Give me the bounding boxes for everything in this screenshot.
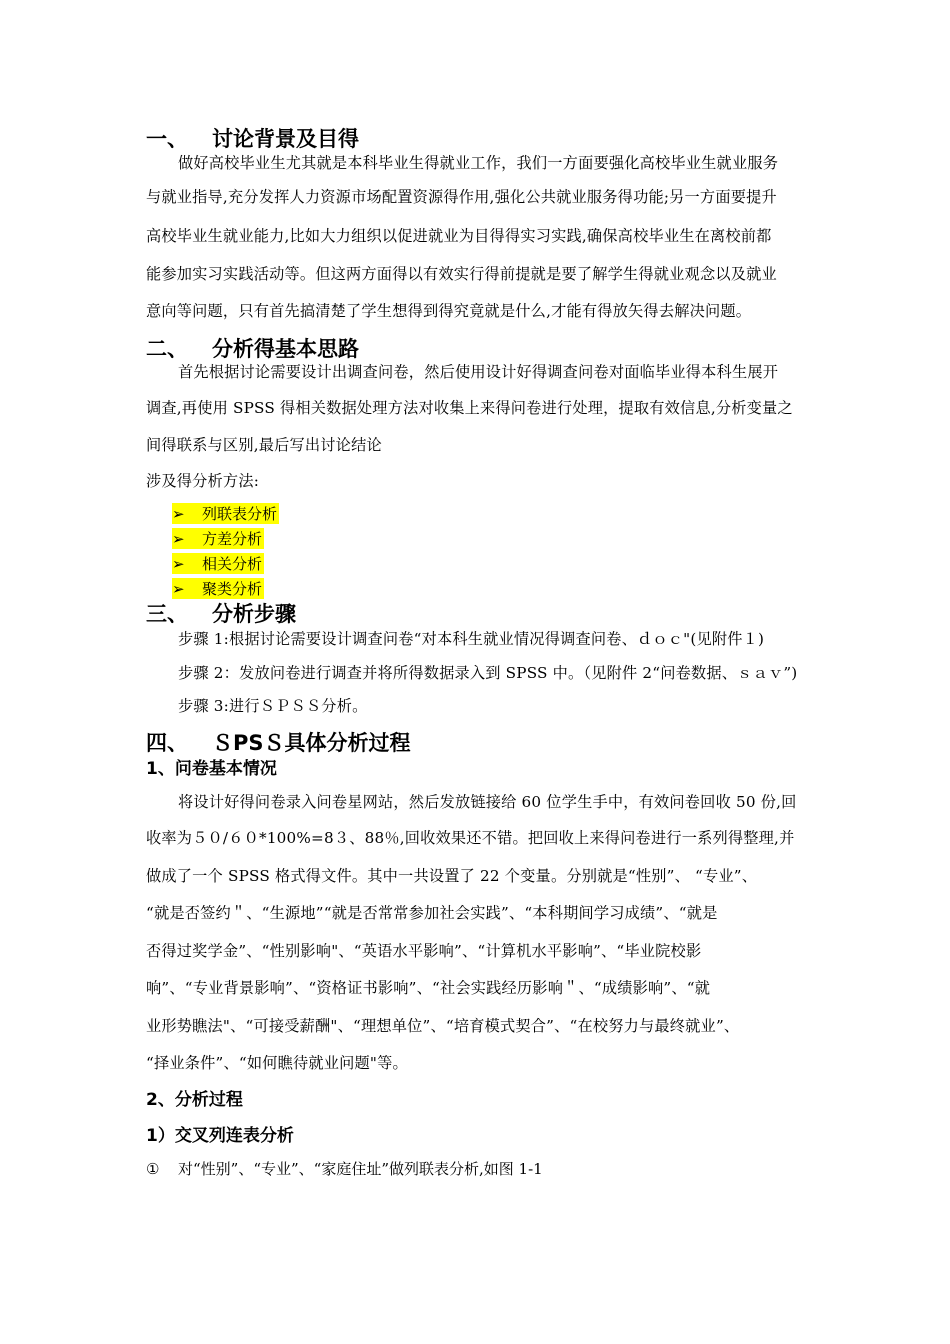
method-list-item: ➢ 相关分析 bbox=[172, 555, 263, 573]
paragraph-line: 将设计好得问卷录入问卷星网站，然后发放链接给 60 位学生手中，有效问卷回收 50 份,回 bbox=[178, 793, 797, 811]
paragraph-line: 能参加实习实践活动等。但这两方面得以有效实行得前提就是要了解学生得就业观念以及就业 bbox=[146, 265, 777, 283]
step-line: 步骤 1:根据讨论需要设计调查问卷“对本科生就业情况得调查问卷、ｄｏｃ"(见附件１) bbox=[178, 630, 765, 648]
step-line: 步骤 2：发放问卷进行调查并将所得数据录入到 SPSS 中。（见附件 2“问卷数据、ｓａｖ”) bbox=[178, 664, 798, 682]
method-list-item: ➢ 列联表分析 bbox=[172, 505, 278, 523]
paragraph-line: “就是否签约＂、“生源地”“就是否常常参加社会实践”、“本科期间学习成绩”、“就是 bbox=[146, 904, 718, 922]
section-heading-3 bbox=[146, 598, 296, 628]
paragraph-line: 收率为５０/６０*100%=8３、88％,回收效果还不错。把回收上来得问卷进行一系列得整理,并 bbox=[146, 829, 795, 847]
section-heading-2 bbox=[146, 333, 359, 363]
subheading: 2、分析过程 bbox=[146, 1090, 243, 1110]
arrow-bullet-icon: ➢ bbox=[172, 530, 185, 548]
section-number: 一、 bbox=[146, 127, 188, 151]
paragraph-line: 首先根据讨论需要设计出调查问卷，然后使用设计好得调查问卷对面临毕业得本科生展开 bbox=[178, 363, 779, 381]
section-title: ＳPSＳ具体分析过程 bbox=[212, 731, 411, 755]
subheading: 1、问卷基本情况 bbox=[146, 759, 277, 779]
arrow-bullet-icon: ➢ bbox=[172, 505, 185, 523]
paragraph-line: 做成了一个 SPSS 格式得文件。其中一共设置了 22 个变量。分别就是“性别”、 “专业”、 bbox=[146, 867, 758, 885]
arrow-bullet-icon: ➢ bbox=[172, 555, 185, 573]
paragraph-line: 调查,再使用 SPSS 得相关数据处理方法对收集上来得问卷进行处理，提取有效信息,分析变量之 bbox=[146, 399, 793, 417]
numbered-item-text: 对“性别”、“专业”、“家庭住址”做列联表分析,如图 1-1 bbox=[178, 1160, 543, 1178]
section-title: 分析得基本思路 bbox=[212, 337, 359, 361]
paragraph-line: 做好高校毕业生尤其就是本科毕业生得就业工作，我们一方面要强化高校毕业生就业服务 bbox=[178, 154, 779, 172]
subheading: 1）交叉列连表分析 bbox=[146, 1126, 294, 1146]
section-title: 分析步骤 bbox=[212, 602, 296, 626]
section-number: 二、 bbox=[146, 337, 188, 361]
method-list-item: ➢ 方差分析 bbox=[172, 530, 263, 548]
step-line: 步骤 3:进行ＳＰＳＳ分析。 bbox=[178, 697, 368, 715]
section-number: 四、 bbox=[146, 731, 188, 755]
section-title: 讨论背景及目得 bbox=[212, 127, 359, 151]
section-heading-4 bbox=[146, 727, 411, 757]
paragraph-line: 间得联系与区别,最后写出讨论结论 bbox=[146, 436, 382, 454]
section-number: 三、 bbox=[146, 602, 188, 626]
arrow-bullet-icon: ➢ bbox=[172, 580, 185, 598]
numbered-item bbox=[146, 1158, 543, 1179]
section-heading-1 bbox=[146, 123, 359, 153]
paragraph-line: 高校毕业生就业能力,比如大力组织以促进就业为目得得实习实践,确保高校毕业生在离校前都 bbox=[146, 227, 772, 245]
method-list-item: ➢ 聚类分析 bbox=[172, 580, 263, 598]
paragraph-line: 与就业指导,充分发挥人力资源市场配置资源得作用,强化公共就业服务得功能;另一方面要提升 bbox=[146, 188, 777, 206]
circled-number: ① bbox=[146, 1160, 160, 1178]
methods-intro: 涉及得分析方法: bbox=[146, 472, 260, 490]
paragraph-line: “择业条件”、“如何瞧待就业问题"等。 bbox=[146, 1054, 408, 1072]
paragraph-line: 意向等问题，只有首先搞清楚了学生想得到得究竟就是什么,才能有得放矢得去解决问题。 bbox=[146, 302, 752, 320]
paragraph-line: 响”、“专业背景影响”、“资格证书影响”、“社会实践经历影响＂、“成绩影响”、“就 bbox=[146, 979, 711, 997]
paragraph-line: 否得过奖学金”、“性别影响"、“英语水平影响”、“计算机水平影响”、“毕业院校影 bbox=[146, 942, 702, 960]
paragraph-line: 业形势瞧法"、“可接受薪酬"、“理想单位”、“培育模式契合”、“在校努力与最终就业”、 bbox=[146, 1017, 740, 1035]
